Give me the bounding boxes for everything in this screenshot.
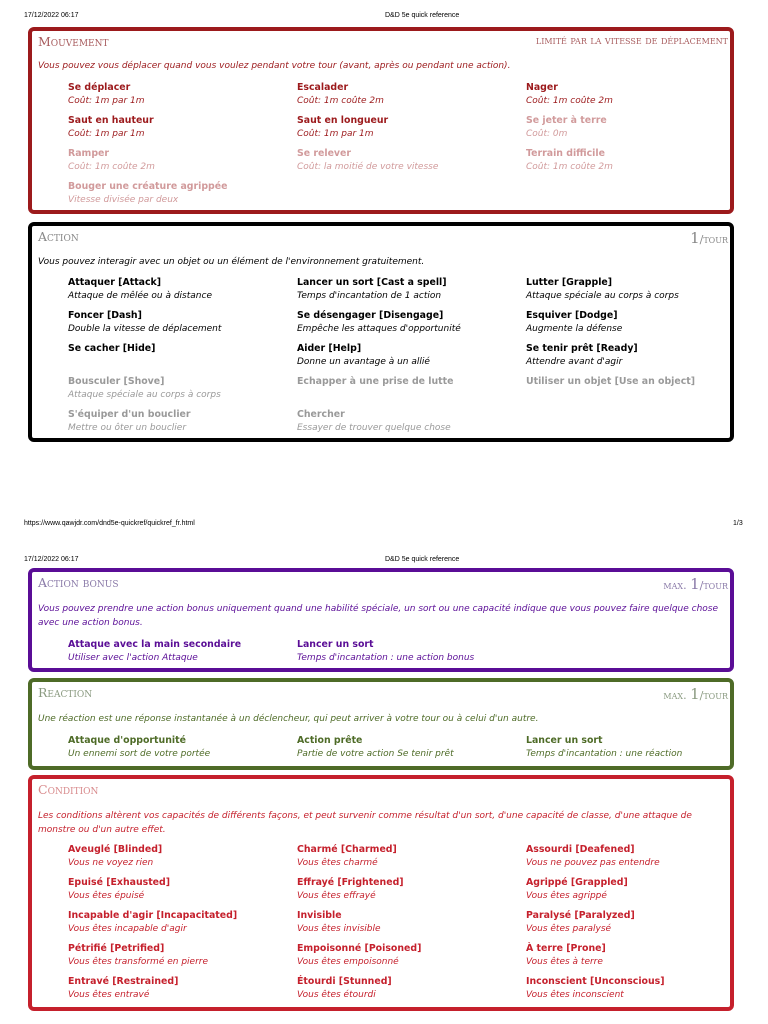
item-name: Attaque avec la main secondaire (68, 639, 242, 650)
move-item[interactable] (526, 81, 746, 108)
item-name: Effrayé [Frightened] (297, 877, 404, 888)
item-description: Coût: la moitié de votre vitesse (297, 162, 439, 172)
item-name: Étourdi [Stunned] (297, 976, 392, 987)
condition-item[interactable] (68, 876, 288, 903)
condition-item[interactable] (68, 975, 288, 1002)
item-description: Coût: 1m par 1m (68, 129, 145, 139)
condition-item[interactable] (68, 843, 288, 870)
reaction-item[interactable] (297, 734, 517, 761)
limit-unit: /tour (699, 689, 728, 702)
item-name: Incapable d'agir [Incapacitated] (68, 910, 238, 921)
action-item[interactable] (297, 408, 517, 435)
item-description: Mettre ou ôter un bouclier (68, 423, 187, 433)
limit-prefix: max. (663, 579, 687, 592)
condition-item[interactable] (297, 942, 517, 969)
item-name: Attaquer [Attack] (68, 277, 162, 288)
section-mouvement (28, 27, 734, 214)
item-name: À terre [Prone] (526, 943, 606, 954)
item-name: Saut en hauteur (68, 115, 154, 126)
move-item[interactable] (526, 147, 746, 174)
item-description: Coût: 1m coûte 2m (526, 96, 613, 106)
item-description: Attendre avant d'agir (526, 357, 623, 367)
item-description: Vous ne voyez rien (68, 858, 154, 868)
reaction-item[interactable] (68, 734, 288, 761)
section-description: Vous pouvez vous déplacer quand vous voulez pendant votre tour (avant, après ou pendant une action). (38, 61, 511, 71)
item-description: Vous êtes effrayé (297, 891, 376, 901)
item-description: Partie de votre action Se tenir prêt (297, 749, 454, 759)
item-name: Chercher (297, 409, 345, 420)
item-name: S'équiper d'un bouclier (68, 409, 191, 420)
item-name: Esquiver [Dodge] (526, 310, 618, 321)
item-description: Essayer de trouver quelque chose (297, 423, 451, 433)
limit-number: 1 (690, 229, 700, 247)
condition-item[interactable] (526, 942, 746, 969)
section-description: Vous pouvez prendre une action bonus uniquement quand une habilité spéciale, un sort ou une capacité indique que vous pouvez faire quelque chose avec une action bonus. (38, 604, 719, 628)
condition-item[interactable] (297, 909, 517, 936)
item-name: Lancer un sort (526, 735, 603, 746)
print-title: D&D 5e quick reference (385, 556, 460, 563)
item-description: Vous ne pouvez pas entendre (526, 858, 660, 868)
item-name: Terrain difficile (526, 148, 605, 159)
item-name: Aveuglé [Blinded] (68, 844, 163, 855)
item-description: Coût: 1m coûte 2m (68, 162, 155, 172)
bonus-item[interactable] (297, 638, 517, 665)
item-name: Paralysé [Paralyzed] (526, 910, 635, 921)
section-action-bonus (28, 568, 734, 672)
item-description: Vous êtes paralysé (526, 924, 612, 934)
item-description: Temps d'incantation : une réaction (526, 749, 683, 759)
item-name: Action prête (297, 735, 363, 746)
move-item[interactable] (297, 147, 517, 174)
condition-item[interactable] (526, 876, 746, 903)
bonus-item[interactable] (68, 638, 288, 665)
item-name: Se cacher [Hide] (68, 343, 156, 354)
item-description: Augmente la défense (526, 324, 623, 334)
item-name: Entravé [Restrained] (68, 976, 179, 987)
item-name: Saut en longueur (297, 115, 389, 126)
item-name: Charmé [Charmed] (297, 844, 397, 855)
action-item[interactable] (68, 309, 288, 336)
item-name: Foncer [Dash] (68, 310, 142, 321)
item-name: Epuisé [Exhausted] (68, 877, 171, 888)
item-name: Aider [Help] (297, 343, 362, 354)
action-item[interactable] (297, 375, 517, 388)
limit-number: 1 (690, 575, 700, 593)
limit-unit: /tour (699, 233, 728, 246)
item-description: Coût: 1m coûte 2m (526, 162, 613, 172)
section-description: Les conditions altèrent vos capacités de différents façons, et peut survenir comme résultat d'un sort, d'une capacité de classe, d'une attaque de monstre ou d'un autre effet. (38, 811, 692, 835)
limit-number: 1 (690, 685, 700, 703)
section-condition (28, 775, 734, 1011)
section-description: Vous pouvez interagir avec un objet ou un élément de l'environnement gratuitement. (38, 257, 425, 267)
item-description: Vous êtes transformé en pierre (68, 957, 209, 967)
condition-item[interactable] (68, 942, 288, 969)
move-item[interactable] (297, 81, 517, 108)
item-name: Bousculer [Shove] (68, 376, 165, 387)
section-title: Reaction (38, 685, 93, 700)
item-description: Vous êtes empoisonné (297, 957, 399, 967)
action-item[interactable] (526, 309, 746, 336)
move-item[interactable] (297, 114, 517, 141)
item-name: Utiliser un objet [Use an object] (526, 376, 696, 387)
move-item[interactable] (526, 114, 746, 141)
item-description: Coût: 1m coûte 2m (297, 96, 384, 106)
item-name: Invisible (297, 910, 342, 921)
section-limit: limité par la vitesse de déplacement (535, 34, 728, 47)
condition-item[interactable] (526, 909, 746, 936)
section-limit (663, 685, 728, 703)
item-name: Escalader (297, 82, 349, 93)
limit-prefix: max. (663, 689, 687, 702)
item-description: Temps d'incantation : une action bonus (297, 653, 475, 663)
item-description: Attaque de mêlée ou à distance (68, 291, 212, 301)
item-description: Temps d'incantation de 1 action (297, 291, 442, 301)
action-item[interactable] (297, 309, 517, 336)
action-item[interactable] (68, 408, 288, 435)
print-page-number: 1/3 (733, 520, 743, 527)
move-item[interactable] (68, 180, 288, 207)
section-title: Action bonus (38, 575, 119, 590)
item-name: Echapper à une prise de lutte (297, 376, 454, 387)
action-item[interactable] (297, 342, 517, 369)
item-description: Vous êtes incapable d'agir (68, 924, 187, 934)
print-url: https://www.qawjdr.com/dnd5e-quickref/quickref_fr.html (24, 520, 195, 527)
print-date: 17/12/2022 06:17 (24, 12, 79, 19)
item-description: Vous êtes à terre (526, 957, 603, 967)
item-name: Attaque d'opportunité (68, 735, 186, 746)
move-item[interactable] (68, 147, 288, 174)
item-name: Agrippé [Grappled] (526, 877, 628, 888)
section-title: Action (38, 229, 79, 244)
condition-item[interactable] (297, 876, 517, 903)
item-name: Bouger une créature agrippée (68, 181, 228, 192)
item-name: Ramper (68, 148, 110, 159)
condition-item[interactable] (68, 909, 288, 936)
item-description: Vous êtes étourdi (297, 990, 376, 1000)
condition-item[interactable] (526, 975, 746, 1002)
print-title: D&D 5e quick reference (385, 12, 460, 19)
item-description: Vous êtes épuisé (68, 891, 145, 901)
action-item[interactable] (526, 276, 746, 303)
item-description: Donne un avantage à un allié (297, 357, 430, 367)
item-name: Pétrifié [Petrified] (68, 943, 165, 954)
move-item[interactable] (68, 114, 288, 141)
print-date: 17/12/2022 06:17 (24, 556, 79, 563)
action-item[interactable] (68, 276, 288, 303)
item-description: Empêche les attaques d'opportunité (297, 324, 461, 334)
item-description: Vous êtes inconscient (526, 990, 624, 1000)
item-name: Assourdi [Deafened] (526, 844, 635, 855)
condition-item[interactable] (297, 843, 517, 870)
item-description: Un ennemi sort de votre portée (68, 749, 211, 759)
item-description: Vitesse divisée par deux (68, 195, 179, 205)
item-name: Se déplacer (68, 82, 131, 93)
section-title: Condition (38, 782, 99, 797)
item-description: Vous êtes charmé (297, 858, 378, 868)
item-description: Coût: 0m (526, 129, 568, 139)
item-description: Coût: 1m par 1m (68, 96, 145, 106)
limit-unit: /tour (699, 579, 728, 592)
section-reaction (28, 678, 734, 770)
item-description: Vous êtes entravé (68, 990, 150, 1000)
action-item[interactable] (68, 375, 288, 402)
item-name: Lancer un sort [Cast a spell] (297, 277, 447, 288)
item-description: Attaque spéciale au corps à corps (68, 390, 221, 400)
item-description: Vous êtes agrippé (526, 891, 607, 901)
condition-item[interactable] (297, 975, 517, 1002)
item-name: Empoisonné [Poisoned] (297, 943, 422, 954)
condition-item[interactable] (526, 843, 746, 870)
item-name: Lancer un sort (297, 639, 374, 650)
item-description: Coût: 1m par 1m (297, 129, 374, 139)
item-name: Se désengager [Disengage] (297, 310, 444, 321)
section-limit (663, 575, 728, 593)
section-description: Une réaction est une réponse instantanée à un déclencheur, qui peut arriver à votre tour ou à celui d'un autre. (38, 714, 539, 724)
item-description: Double la vitesse de déplacement (68, 324, 222, 334)
item-name: Lutter [Grapple] (526, 277, 613, 288)
item-name: Se tenir prêt [Ready] (526, 343, 638, 354)
section-action (28, 222, 734, 442)
action-item[interactable] (297, 276, 517, 303)
item-description: Utiliser avec l'action Attaque (68, 653, 198, 663)
section-title: Mouvement (38, 34, 109, 49)
reaction-item[interactable] (526, 734, 746, 761)
item-description: Vous êtes invisible (297, 924, 381, 934)
item-description: Attaque spéciale au corps à corps (526, 291, 679, 301)
move-item[interactable] (68, 81, 288, 108)
section-limit (690, 229, 728, 247)
item-name: Se jeter à terre (526, 115, 607, 126)
action-item[interactable] (526, 342, 746, 369)
action-item[interactable] (526, 375, 746, 388)
item-name: Inconscient [Unconscious] (526, 976, 665, 987)
item-name: Se relever (297, 148, 352, 159)
item-name: Nager (526, 82, 558, 93)
action-item[interactable] (68, 342, 288, 355)
